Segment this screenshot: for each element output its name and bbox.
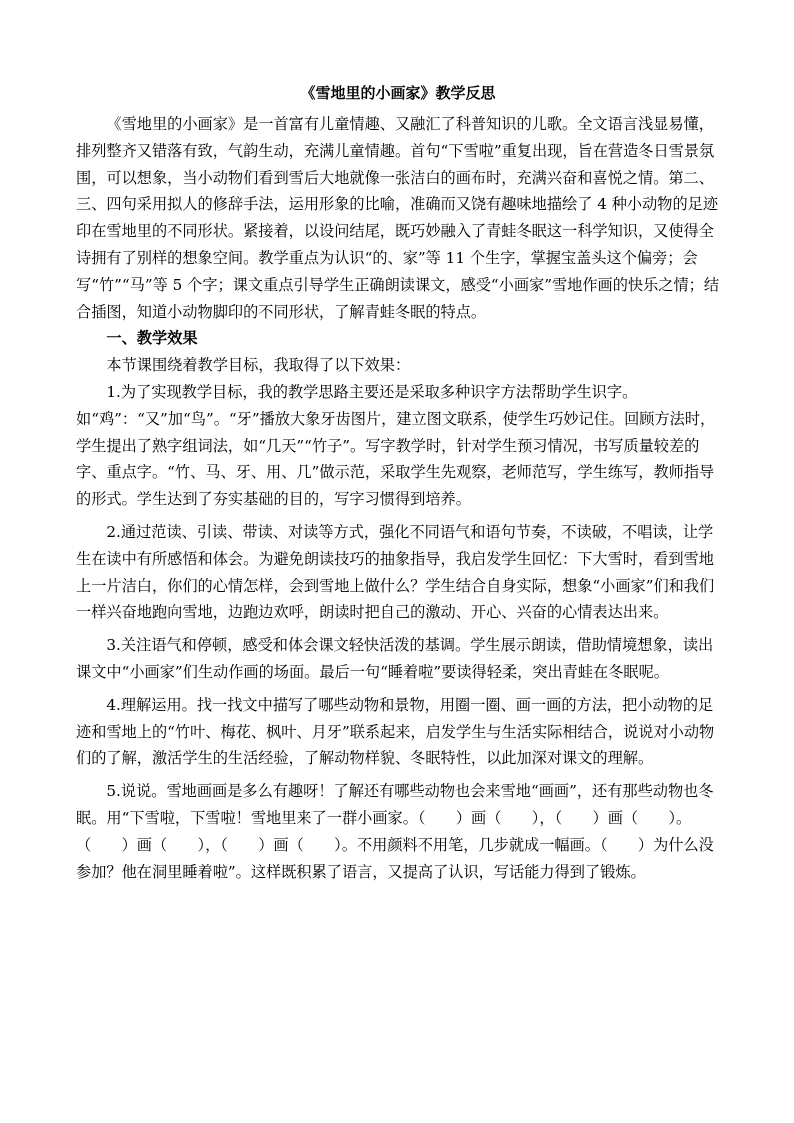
point-5-paragraph: 5.说说。雪地画画是多么有趣呀！了解还有哪些动物也会来雪地“画画”，还有那些动物也冬眠。用“下雪啦，下雪啦！雪地里来了一群小画家。（ ）画（ ），（ ）画（ ）。（ ）画（ ），（ ）画（ ）。不用颜料不用笔，几步就成一幅画。（ ）为什么没参加？他在洞里睡着啦”。这样既积累了语言，又提高了认识，写话能力得到了锻炼。 (76, 782, 714, 881)
point-1-paragraph: 1.为了实现教学目标，我的教学思路主要还是采取多种识字方法帮助学生识字。如“鸡”：“又”加“鸟”。“牙”播放大象牙齿图片，建立图文联系，使学生巧妙记住。回顾方法时，学生提出了熟字组词法，如“几天”“竹子”。写字教学时，针对学生预习情况，书写质量较差的字、重点字。“竹、马、牙、用、几”做示范，采取学生先观察，老师范写，学生练写，教师指导的形式。学生达到了夯实基础的目的，写字习惯得到培养。 (76, 382, 716, 509)
point-2-paragraph: 2.通过范读、引读、带读、对读等方式，强化不同语气和语句节奏，不读破，不唱读，让学生在读中有所感悟和体会。为避免朗读技巧的抽象指导，我启发学生回忆：下大雪时，看到雪地上一片洁白，你们的心情怎样，会到雪地上做什么？学生结合自身实际，想象“小画家”们和我们一样兴奋地跑向雪地，边跑边欢呼，朗读时把自己的激动、开心、兴奋的心情表达出来。 (76, 522, 715, 622)
section-heading-teaching-effect: 一、教学效果 (106, 329, 198, 348)
point-3-paragraph: 3.关注语气和停顿，感受和体会课文轻快活泼的基调。学生展示朗读，借助情境想象，读出课文中“小画家”们生动作画的场面。最后一句“睡着啦”要读得轻柔，突出青蛙在冬眠呢。 (76, 636, 714, 681)
document-title: 《雪地里的小画家》教学反思 (300, 84, 496, 102)
section-lead-paragraph: 本节课围绕着教学目标，我取得了以下效果： (106, 356, 411, 375)
document-page (76, 81, 720, 885)
intro-paragraph: 《雪地里的小画家》是一首富有儿童情趣、又融汇了科普知识的儿歌。全文语言浅显易懂，排列整齐又错落有致，气韵生动，充满儿童情趣。首句“下雪啦”重复出现，旨在营造冬日雪景氛围，可以想象，当小动物们看到雪后大地就像一张洁白的画布时，充满兴奋和喜悦之情。第二、三、四句采用拟人的修辞手法，运用形象的比喻，准确而又饶有趣味地描绘了 4 种小动物的足迹印在雪地里的不同形状。紧接着，以设问结尾，既巧妙融入了青蛙冬眠这一科学知识，又使得全诗拥有了别样的想象空间。教学重点为认识“的、家”等 11 个生字，掌握宝盖头这个偏旁；会写“竹”“马”等 5 个字；课文重点引导学生正确朗读课文，感受“小画家”雪地作画的快乐之情；结合插图，知道小动物脚印的不同形状，了解青蛙冬眠的特点。 (76, 115, 720, 321)
point-4-paragraph: 4.理解运用。找一找文中描写了哪些动物和景物，用圈一圈、画一画的方法，把小动物的足迹和雪地上的“竹叶、梅花、枫叶、月牙”联系起来，启发学生与生活实际相结合，说说对小动物们的了解，激活学生的生活经验，了解动物样貌、冬眠特性，以此加深对课文的理解。 (76, 695, 715, 768)
